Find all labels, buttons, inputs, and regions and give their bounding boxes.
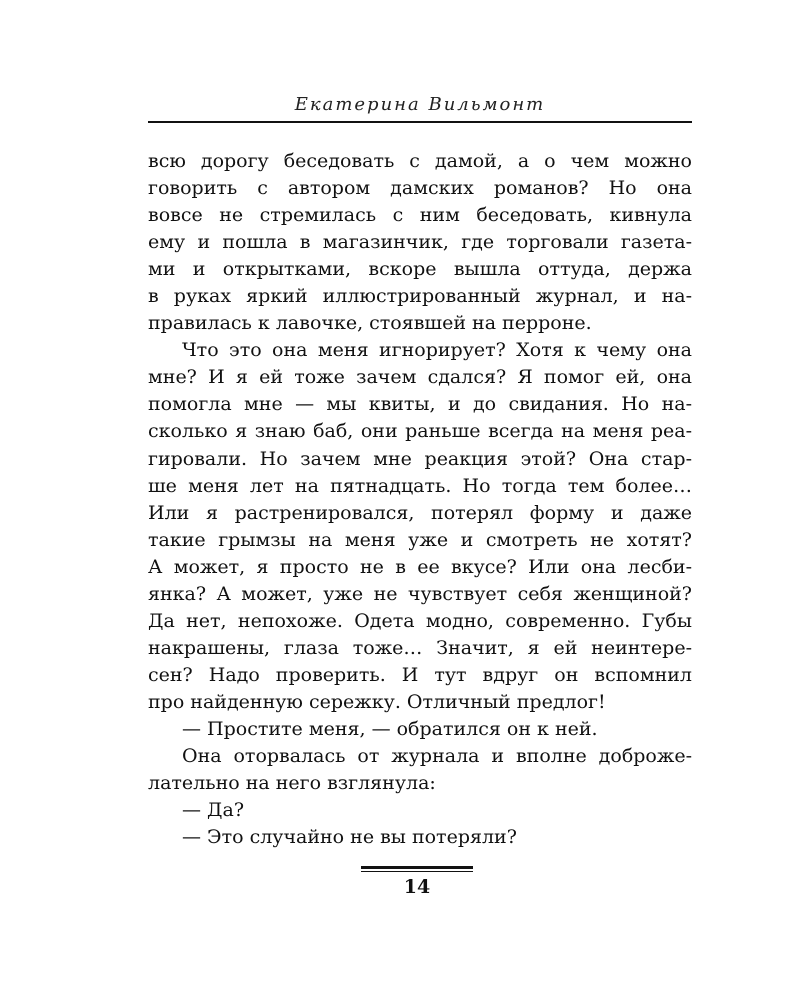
text-line: лательно на него взглянула: [148,772,436,795]
text-line: ему и пошла в магазинчик, где торговали газета- [148,231,692,254]
text-line: говорить с автором дамских романов? Но она [148,177,692,200]
text-line: накрашены, глаза тоже… Значит, я ей неинтере- [148,636,692,659]
text-line: Что это она меня игнорирует? Хотя к чему она [182,339,692,362]
text-line: — Да? [182,799,245,822]
text-line: гировали. Но зачем мне реакция этой? Она стар- [148,447,692,470]
text-line: сен? Надо проверить. И тут вдруг он вспомнил [148,663,692,686]
text-line: помогла мне — мы квиты, и до свидания. Но на- [148,393,692,416]
text-line: сколько я знаю баб, они раньше всегда на меня реа- [148,420,692,443]
text-line: Или я растренировался, потерял форму и даже [148,501,692,524]
text-line: всю дорогу беседовать с дамой, а о чем можно [148,150,692,172]
text-line: — Это случайно не вы потеряли? [182,826,517,849]
text-line: Да нет, непохоже. Одета модно, современно. Губы [148,609,692,632]
text-line: Она оторвалась от журнала и вполне доброже- [182,745,692,768]
text-line: ми и открытками, вскоре вышла оттуда, держа [148,258,692,281]
body-text [148,148,692,851]
text-line: А может, я просто не в ее вкусе? Или она лесби- [148,555,692,578]
text-line: в руках яркий иллюстрированный журнал, и на- [148,285,692,308]
folio-rule-thin [361,871,473,872]
text-line: про найденную сережку. Отличный предлог! [148,690,606,713]
header-rule [148,121,692,123]
page-number: 14 [403,876,431,898]
text-line: янка? А может, уже не чувствует себя женщиной? [148,582,692,605]
text-line: ше меня лет на пятнадцать. Но тогда тем более… [148,474,692,497]
text-line: мне? И я ей тоже зачем сдался? Я помог ей, она [148,366,692,389]
text-line: — Простите меня, — обратился он к ней. [182,717,598,740]
folio-rule-thick [361,866,473,869]
running-head-author: Екатерина Вильмонт [294,94,546,115]
text-line: правилась к лавочке, стоявшей на перроне. [148,312,592,335]
folio-ornament-rules [361,866,473,872]
text-line: вовсе не стремилась с ним беседовать, кивнула [148,204,692,227]
text-line: такие грымзы на меня уже и смотреть не хотят? [148,528,692,551]
